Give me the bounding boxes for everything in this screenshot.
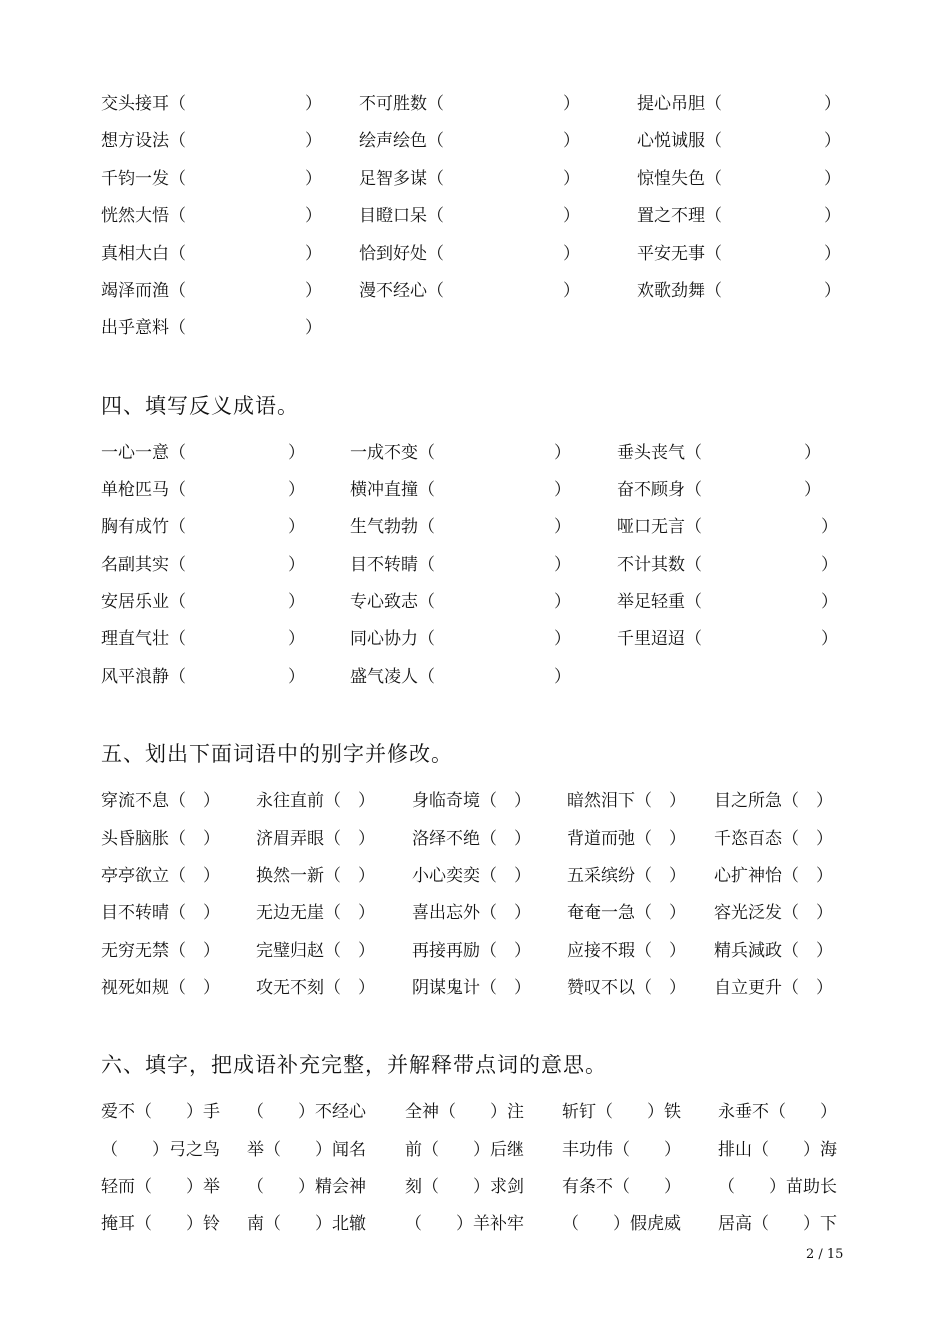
list-row [0,126,950,156]
list-row [0,550,950,580]
idiom-blank: 同心协力（ ） [350,629,571,649]
list-row [0,898,950,928]
list-row [0,936,950,966]
list-row [0,512,950,542]
fill-idiom: （ ）苗助长 [718,1177,837,1197]
typo-item: 穿流不息（ ） [101,791,220,811]
fill-idiom: （ ）弓之鸟 [101,1140,220,1160]
idiom-blank: 置之不理（ ） [637,206,841,226]
typo-item: 容光泛发（ ） [714,903,833,923]
list-row [0,164,950,194]
list-row [0,973,950,1003]
list-row [0,89,950,119]
fill-idiom: 全神（ ）注 [405,1102,524,1122]
typo-item: 赞叹不以（ ） [567,978,686,998]
fill-idiom: 南（ ）北辙 [247,1214,366,1234]
fill-idiom: 掩耳（ ）铃 [101,1214,220,1234]
idiom-blank: 不可胜数（ ） [359,94,580,114]
idiom-blank: 安居乐业（ ） [101,592,305,612]
fill-idiom: 排山（ ）海 [718,1140,837,1160]
idiom-blank: 竭泽而渔（ ） [101,281,322,301]
list-row [0,824,950,854]
typo-item: 千恣百态（ ） [714,829,833,849]
typo-item: 亭亭欲立（ ） [101,866,220,886]
idiom-blank: 目瞪口呆（ ） [359,206,580,226]
fill-idiom: 轻而（ ）举 [101,1177,220,1197]
list-row [0,1209,950,1239]
typo-item: 济眉弄眼（ ） [256,829,375,849]
fill-idiom: 永垂不（ ） [718,1102,837,1122]
typo-item: 头昏脑胀（ ） [101,829,220,849]
fill-idiom: （ ）假虎威 [562,1214,681,1234]
list-row [0,624,950,654]
list-row [0,201,950,231]
typo-item: 小心奕奕（ ） [412,866,531,886]
typo-item: 无穷无禁（ ） [101,941,220,961]
typo-item: 永往直前（ ） [256,791,375,811]
idiom-blank: 心悦诚服（ ） [637,131,841,151]
idiom-blank: 千钧一发（ ） [101,169,322,189]
list-row [0,587,950,617]
list-row [0,313,950,343]
idiom-blank: 出乎意料（ ） [101,318,322,338]
idiom-blank: 胸有成竹（ ） [101,517,305,537]
fill-idiom: 斩钉（ ）铁 [562,1102,681,1122]
typo-item: 应接不瑕（ ） [567,941,686,961]
list-row [0,786,950,816]
page-number: 2 / 15 [806,1247,844,1262]
fill-idiom: （ ）不经心 [247,1102,366,1122]
list-row [0,276,950,306]
typo-item: 心扩神怡（ ） [714,866,833,886]
typo-item: 暗然泪下（ ） [567,791,686,811]
list-row [0,861,950,891]
typo-item: 自立更升（ ） [714,978,833,998]
section-heading: 六、填字，把成语补充完整，并解释带点词的意思。 [101,1053,607,1077]
idiom-blank: 风平浪静（ ） [101,667,305,687]
idiom-blank: 举足轻重（ ） [617,592,838,612]
list-row [0,438,950,468]
list-row [0,1135,950,1165]
idiom-blank: 盛气凌人（ ） [350,667,571,687]
idiom-blank: 垂头丧气（ ） [617,443,821,463]
section-heading: 五、划出下面词语中的别字并修改。 [101,742,453,766]
typo-item: 精兵減政（ ） [714,941,833,961]
typo-item: 视死如规（ ） [101,978,220,998]
typo-item: 身临奇境（ ） [412,791,531,811]
fill-idiom: 前（ ）后继 [405,1140,524,1160]
list-row [0,475,950,505]
idiom-blank: 真相大白（ ） [101,244,322,264]
fill-idiom: （ ）精会神 [247,1177,366,1197]
fill-idiom: 有条不（ ） [562,1177,681,1197]
idiom-blank: 恍然大悟（ ） [101,206,322,226]
typo-item: 目不转晴（ ） [101,903,220,923]
idiom-blank: 提心吊胆（ ） [637,94,841,114]
idiom-blank: 千里迢迢（ ） [617,629,838,649]
idiom-blank: 欢歌劲舞（ ） [637,281,841,301]
fill-idiom: 刻（ ）求剑 [405,1177,524,1197]
fill-idiom: 丰功伟（ ） [562,1140,681,1160]
fill-idiom: 爱不（ ）手 [101,1102,220,1122]
typo-item: 洛绎不绝（ ） [412,829,531,849]
typo-item: 五采缤纷（ ） [567,866,686,886]
idiom-blank: 生气勃勃（ ） [350,517,571,537]
idiom-blank: 单枪匹马（ ） [101,480,305,500]
typo-item: 攻无不刻（ ） [256,978,375,998]
fill-idiom: 举（ ）闻名 [247,1140,366,1160]
typo-item: 完璧归赵（ ） [256,941,375,961]
idiom-blank: 横冲直撞（ ） [350,480,571,500]
idiom-blank: 交头接耳（ ） [101,94,322,114]
list-row [0,239,950,269]
idiom-blank: 理直气壮（ ） [101,629,305,649]
typo-item: 阴谋鬼计（ ） [412,978,531,998]
idiom-blank: 足智多谋（ ） [359,169,580,189]
typo-item: 目之所急（ ） [714,791,833,811]
idiom-blank: 惊惶失色（ ） [637,169,841,189]
typo-item: 背道而弛（ ） [567,829,686,849]
idiom-blank: 目不转睛（ ） [350,555,571,575]
typo-item: 再接再励（ ） [412,941,531,961]
typo-item: 奄奄一急（ ） [567,903,686,923]
idiom-blank: 平安无事（ ） [637,244,841,264]
typo-item: 换然一新（ ） [256,866,375,886]
fill-idiom: 居高（ ）下 [718,1214,837,1234]
fill-idiom: （ ）羊补牢 [405,1214,524,1234]
idiom-blank: 绘声绘色（ ） [359,131,580,151]
idiom-blank: 名副其实（ ） [101,555,305,575]
idiom-blank: 一心一意（ ） [101,443,305,463]
idiom-blank: 漫不经心（ ） [359,281,580,301]
typo-item: 喜出忘外（ ） [412,903,531,923]
list-row [0,1172,950,1202]
idiom-blank: 专心致志（ ） [350,592,571,612]
list-row [0,1097,950,1127]
idiom-blank: 哑口无言（ ） [617,517,838,537]
list-row [0,662,950,692]
idiom-blank: 不计其数（ ） [617,555,838,575]
typo-item: 无边无崖（ ） [256,903,375,923]
idiom-blank: 想方设法（ ） [101,131,322,151]
idiom-blank: 一成不变（ ） [350,443,571,463]
idiom-blank: 恰到好处（ ） [359,244,580,264]
section-heading: 四、填写反义成语。 [101,394,299,418]
idiom-blank: 奋不顾身（ ） [617,480,821,500]
